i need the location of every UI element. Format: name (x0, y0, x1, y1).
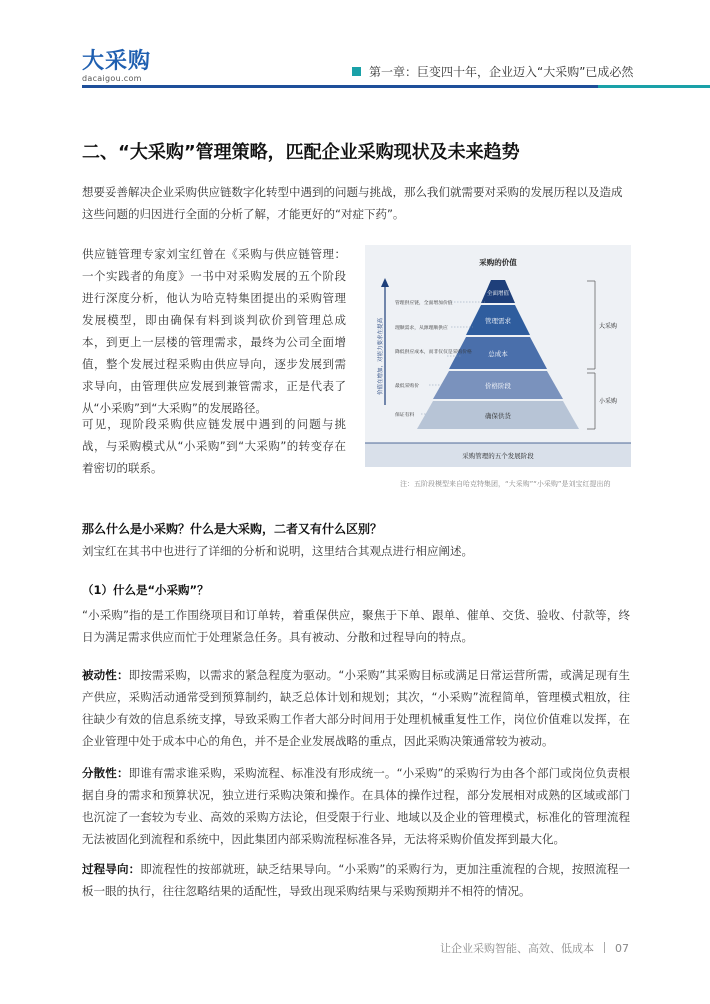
footer-slogan: 让企业采购智能、高效、低成本 (440, 942, 594, 955)
process-label: 过程导向： (82, 862, 141, 876)
figure-footer-label: 采购管理的五个发展阶段 (462, 452, 534, 460)
paragraph-five-stages: 供应链管理专家刘宝红曾在《采购与供应链管理：一个实践者的角度》一书中对采购发展的五个阶段进行深度分析，他认为哈克特集团提出的采购管理发展模型，即由确保有料到谈判砍价到管理总成本，到更上一层楼的管理需求，最终为公司全面增值，整个发展过程采购由供应导向，逐步发展到需求导向，由管理供应发展到兼管需求，正是代表了从“小采购”到“大采购”的发展路径。 (82, 247, 346, 415)
process-text: 即流程性的按部就班，缺乏结果导向。“小采购”的采购行为，更加注重流程的合规，按照流程一板一眼的执行，往往忽略结果的适配性，导致出现采购结果与采购预期并不相符的情况。 (82, 862, 631, 898)
logo-text: 大采购 (82, 49, 152, 74)
stage-desc-1: 管理供应链，全面增加价值 (395, 301, 453, 306)
pyramid-level-label-5: 确保供货 (485, 412, 511, 420)
chapter-title (352, 63, 633, 80)
pyramid-diagram (365, 245, 631, 467)
pyramid-figure (365, 245, 631, 467)
page-footer (440, 940, 629, 956)
scatter-text: 即谁有需求谁采购，采购流程、标准没有形成统一。“小采购”的采购行为由各个部门或岗位负责根据自身的需求和预算状况，独立进行采购决策和操作。在具体的操作过程，部分发展相对成熟的区域或部门也沉淀了一套较为专业、高效的采购方法论，但受限于行业、地域以及企业的管理模式，标准化的管理流程无法被固化到流程和系统中，因此集团内部采购流程标准各异，无法将采购价值发挥到最大化。 (82, 766, 630, 846)
square-bullet-icon (352, 67, 361, 76)
definition-paragraph: “小采购”指的是工作围绕项目和订单转，着重保供应，聚焦于下单、跟单、催单、交货、验收、付款等，终日为满足需求供应而忙于处理紧急任务。具有被动、分散和过程导向的特点。 (82, 608, 630, 644)
subsection-title: （1）什么是“小采购”？ (82, 583, 209, 597)
big-procurement-label: 大采购 (599, 323, 618, 330)
logo-domain: dacaigou.com (82, 74, 142, 83)
process-paragraph (82, 858, 630, 902)
scatter-label: 分散性： (82, 766, 129, 780)
paragraph-challenges: 可见，现阶段采购供应链发展中遇到的问题与挑战，与采购模式从“小采购”到“大采购”的转变存在着密切的联系。 (82, 417, 346, 475)
page-header (0, 0, 710, 100)
page-number: 07 (615, 942, 629, 955)
pyramid-level-label-4: 价格阶段 (485, 382, 511, 390)
axis-arrow-head (381, 278, 389, 287)
stage-desc-2: 理顺需求，从源理顺供应 (395, 326, 448, 331)
header-divider-accent (598, 85, 710, 88)
section-title: 二、“大采购”管理策略，匹配企业采购现状及未来趋势 (82, 142, 520, 163)
pyramid-level-label-2: 管理需求 (485, 317, 511, 325)
pyramid-level-label-1: 全面增值 (486, 291, 510, 297)
stage-desc-4: 最低采购价 (395, 384, 419, 389)
chapter-title-text: 第一章：巨变四十年，企业迈入“大采购”已成必然 (369, 65, 634, 79)
stage-desc-3-text: 降低供应成本，而非仅仅是采购价格 (395, 350, 472, 355)
logo (82, 50, 151, 84)
axis-label: 价值在增加，对能力要求在提高 (378, 317, 384, 395)
intro-paragraph: 想要妥善解决企业采购供应链数字化转型中遇到的问题与挑战，那么我们就需要对采购的发展历程以及造成这些问题的归因进行全面的分析了解，才能更好的“对症下药”。 (82, 185, 623, 221)
passive-paragraph (82, 664, 630, 752)
small-procurement-label: 小采购 (599, 398, 618, 405)
pyramid-level-label-3: 总成本 (488, 350, 508, 358)
footer-separator (604, 942, 605, 953)
passive-text: 即按需采购，以需求的紧急程度为驱动。“小采购”其采购目标或满足日常运营所需，或满足现有生产供应，采购活动通常受到预算制约，缺乏总体计划和规划；其次，“小采购”流程简单，管理模式粗放，往往缺少有效的信息系统支撑，导致采购工作者大部分时间用于处理机械重复性工作，岗位价值难以发挥，在企业管理中处于成本中心的角色，并不是企业发展战略的重点，因此采购决策通常较为被动。 (82, 668, 630, 748)
question-lead: 刘宝红在其书中也进行了详细的分析和说明，这里结合其观点进行相应阐述。 (82, 544, 473, 558)
scatter-paragraph (82, 762, 630, 850)
stage-desc-3 (395, 348, 472, 355)
passive-label: 被动性： (82, 668, 129, 682)
stage-desc-5: 保证有料 (395, 413, 415, 418)
figure-caption: 注：五阶段模型来自哈克特集团，“大采购”“小采购”是刘宝红提出的 (400, 480, 611, 488)
figure-title: 采购的价值 (479, 258, 517, 267)
question-heading: 那么什么是小采购？什么是大采购，二者又有什么区别？ (82, 522, 383, 536)
